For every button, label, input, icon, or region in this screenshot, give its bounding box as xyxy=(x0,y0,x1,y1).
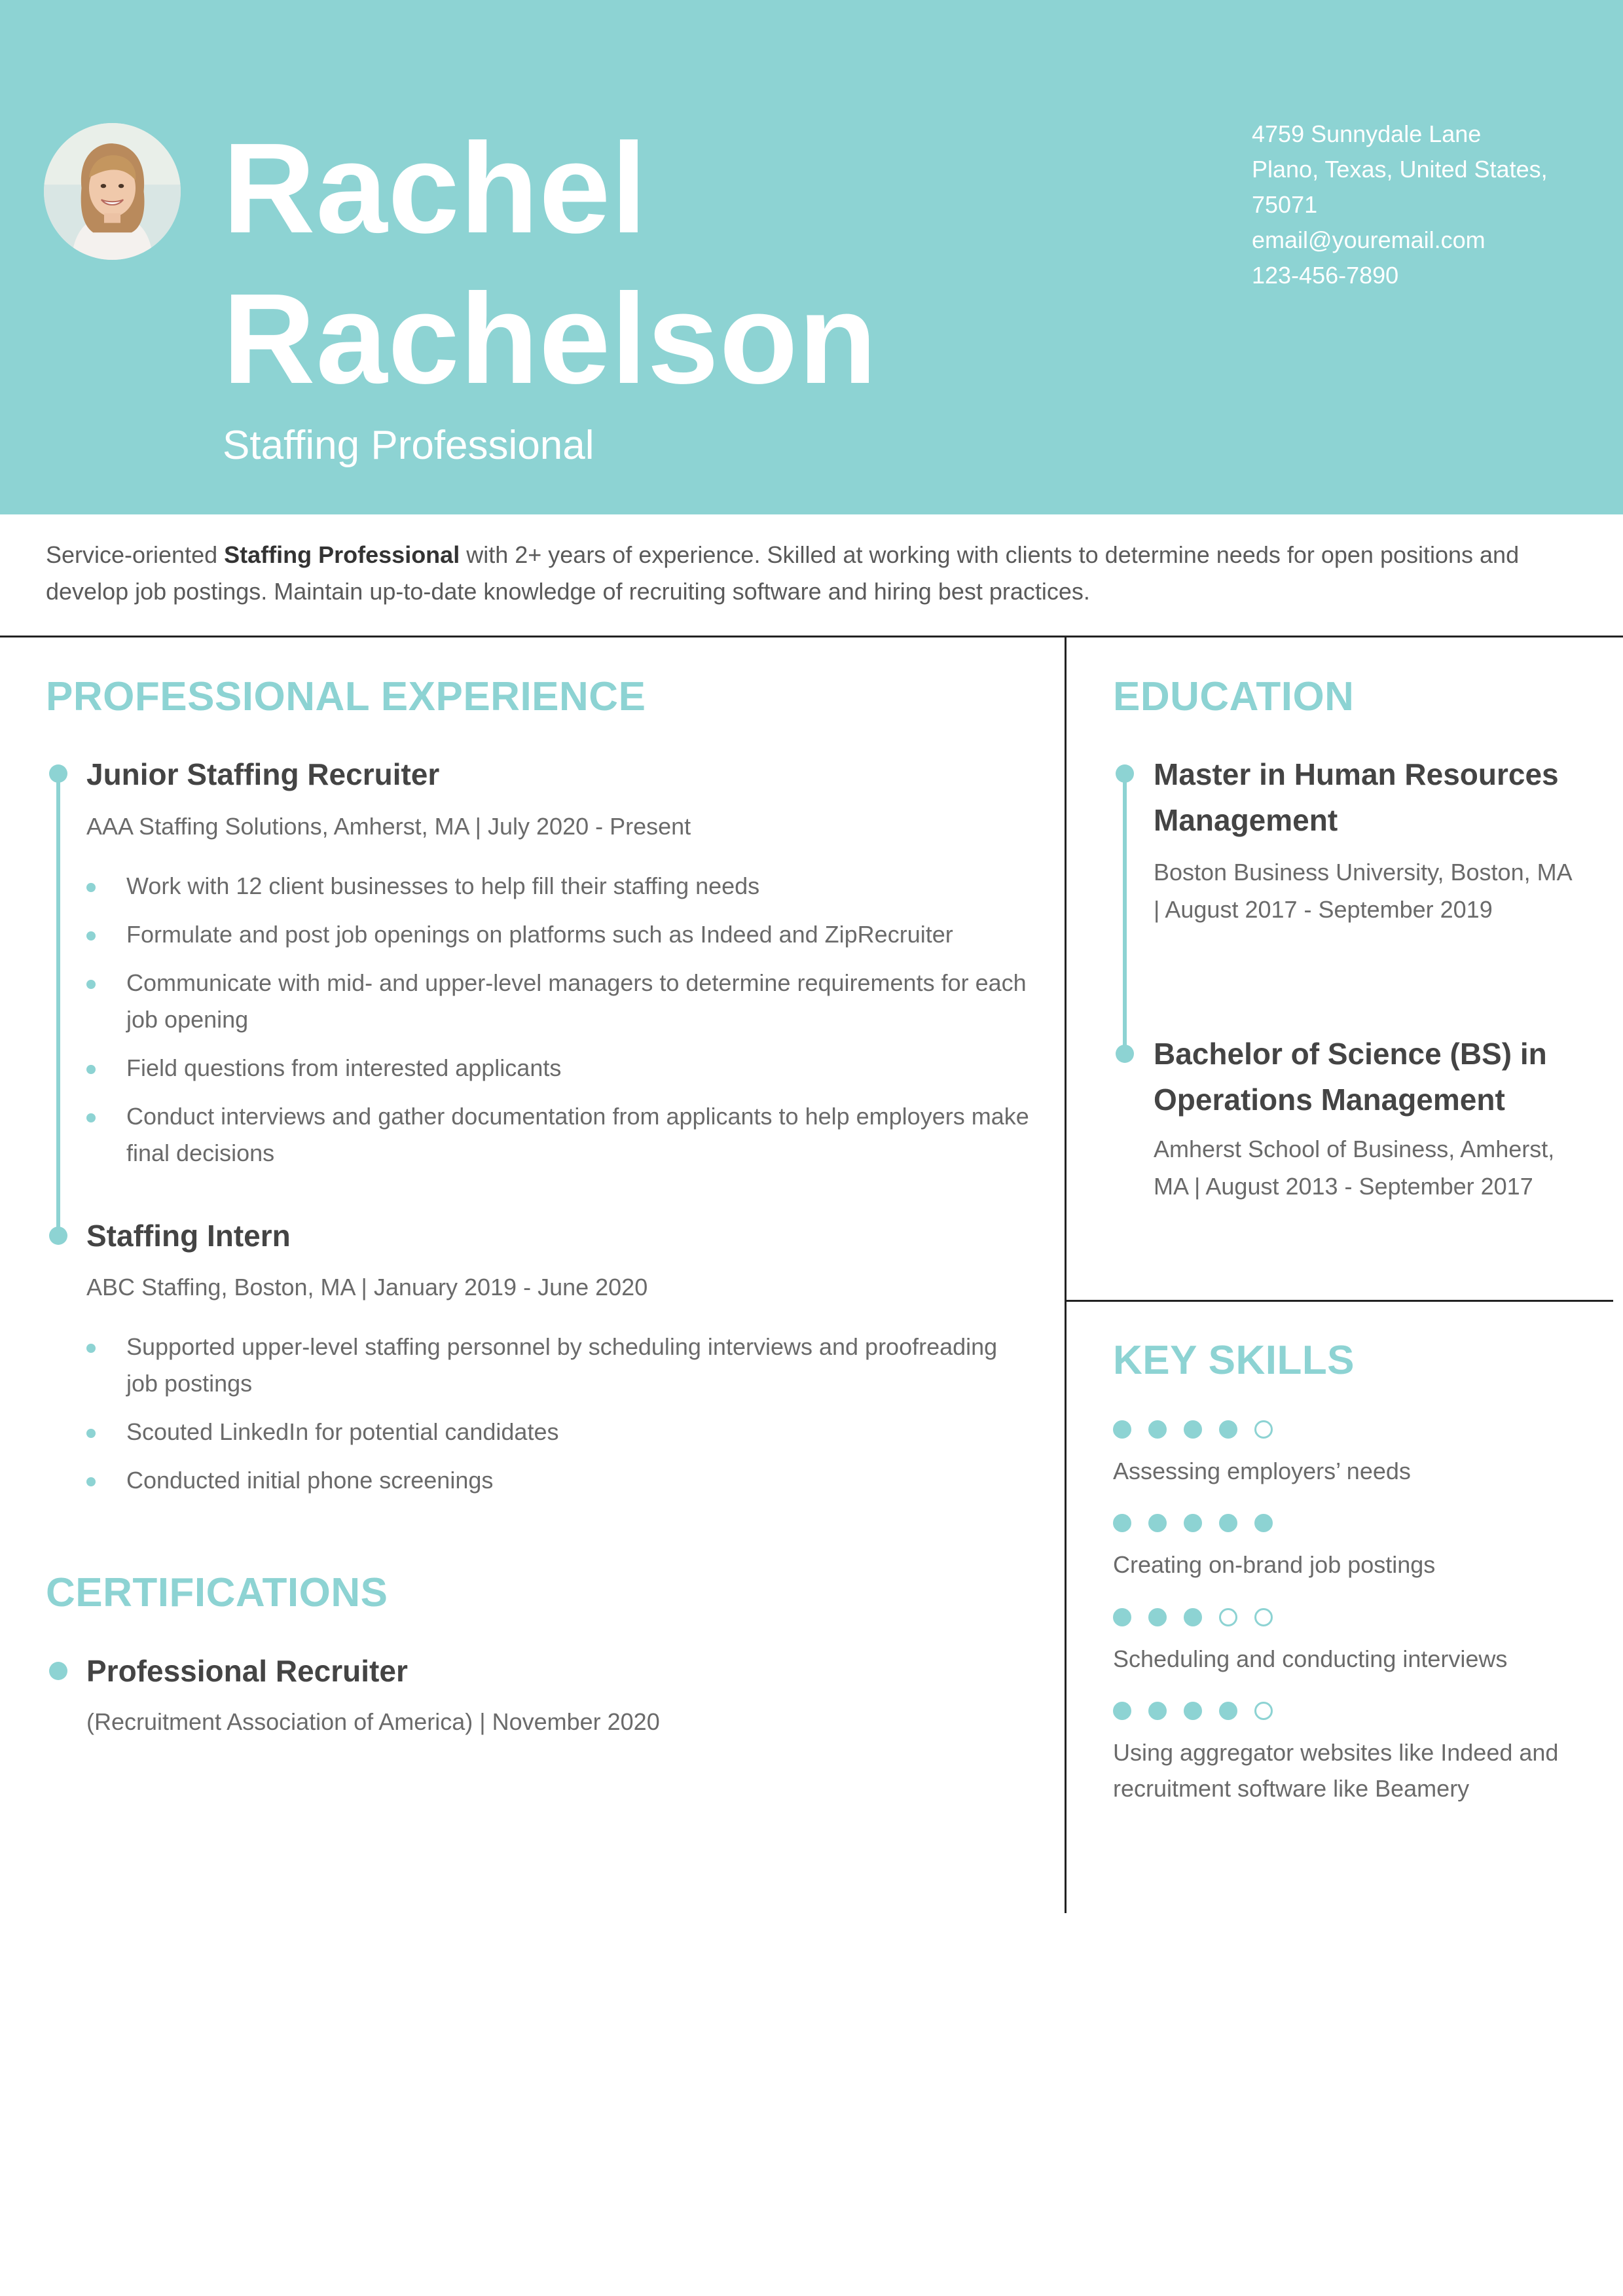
rating-dot-filled-icon xyxy=(1113,1420,1131,1439)
job-bullets-2 xyxy=(86,1329,1029,1511)
rating-dot-filled-icon xyxy=(1219,1702,1237,1720)
profile-summary xyxy=(46,537,1584,610)
profile-photo xyxy=(44,123,181,260)
skill-label-4: Using aggregator websites like Indeed and recruitment software like Beamery xyxy=(1113,1739,1559,1802)
rating-dot-empty-icon xyxy=(1254,1608,1273,1626)
certification-meta: (Recruitment Association of America) | November 2020 xyxy=(86,1708,660,1735)
divider-column xyxy=(1065,636,1067,1913)
rating-dot-filled-icon xyxy=(1148,1420,1167,1439)
list-item: Scouted LinkedIn for potential candidates xyxy=(86,1414,1029,1450)
rating-dot-filled-icon xyxy=(1184,1702,1202,1720)
rating-dot-filled-icon xyxy=(1113,1514,1131,1532)
rating-dot-filled-icon xyxy=(1113,1608,1131,1626)
list-item: Conducted initial phone screenings xyxy=(86,1462,1029,1499)
bullet-dot-icon xyxy=(86,980,96,989)
rating-dot-filled-icon xyxy=(1219,1514,1237,1532)
contact-block xyxy=(1252,117,1592,293)
header-banner xyxy=(0,0,1623,514)
list-item: Supported upper-level staffing personnel by scheduling interviews and proofreading job postings xyxy=(86,1329,1029,1402)
avatar-illustration-icon xyxy=(44,123,181,260)
rating-dot-filled-icon xyxy=(1148,1514,1167,1532)
rating-dot-empty-icon xyxy=(1254,1420,1273,1439)
rating-dot-filled-icon xyxy=(1184,1608,1202,1626)
bullet-dot-icon xyxy=(86,931,96,941)
timeline-dot xyxy=(1116,764,1134,783)
education-degree-2: Bachelor of Science (BS) in Operations Management xyxy=(1154,1037,1547,1117)
rating-dot-empty-icon xyxy=(1219,1608,1237,1626)
summary-prefix: Service-oriented xyxy=(46,541,225,568)
rating-dot-filled-icon xyxy=(1254,1514,1273,1532)
skill-label-1: Assessing employers’ needs xyxy=(1113,1458,1411,1484)
certification-title: Professional Recruiter xyxy=(86,1654,408,1688)
skill-label-3: Scheduling and conducting interviews xyxy=(1113,1645,1508,1672)
skill-label-2: Creating on-brand job postings xyxy=(1113,1551,1436,1578)
job-meta-1: AAA Staffing Solutions, Amherst, MA | July 2020 - Present xyxy=(86,813,691,840)
last-name: Rachelson xyxy=(223,267,878,410)
list-item: Field questions from interested applicants xyxy=(86,1050,1029,1086)
education-timeline xyxy=(1123,774,1127,1054)
list-item: Formulate and post job openings on platforms such as Indeed and ZipRecruiter xyxy=(86,916,1029,953)
education-meta-2: Amherst School of Business, Amherst, MA | August 2013 - September 2017 xyxy=(1154,1136,1555,1200)
rating-dot-empty-icon xyxy=(1254,1702,1273,1720)
divider-right xyxy=(1065,1300,1613,1302)
timeline-dot xyxy=(1116,1045,1134,1063)
bullet-dot-icon xyxy=(86,1429,96,1438)
education-meta-1: Boston Business University, Boston, MA | August 2017 - September 2019 xyxy=(1154,859,1571,923)
first-name: Rachel xyxy=(223,117,647,260)
timeline-dot xyxy=(49,1227,67,1245)
rating-dot-filled-icon xyxy=(1184,1514,1202,1532)
rating-dot-filled-icon xyxy=(1184,1420,1202,1439)
bullet-dot-icon xyxy=(86,1113,96,1122)
address-line-2: Plano, Texas, United States, xyxy=(1252,156,1548,183)
address-zip: 75071 xyxy=(1252,191,1318,218)
education-heading: EDUCATION xyxy=(1113,674,1355,719)
timeline-dot xyxy=(49,1662,67,1680)
certifications-heading: CERTIFICATIONS xyxy=(46,1570,388,1615)
address-line-1: 4759 Sunnydale Lane xyxy=(1252,120,1482,147)
summary-suffix: with 2+ years of experience. Skilled at working with clients to determine needs for open positions and develop job postings. Maintain up-to-date knowledge of recruiting software and hiring best practices. xyxy=(46,541,1520,605)
education-degree-1: Master in Human Resources Management xyxy=(1154,757,1559,837)
job-title: Staffing Professional xyxy=(223,423,594,468)
job-bullets-1 xyxy=(86,868,1029,1183)
bullet-dot-icon xyxy=(86,1065,96,1074)
experience-heading: PROFESSIONAL EXPERIENCE xyxy=(46,674,646,719)
rating-dot-filled-icon xyxy=(1219,1420,1237,1439)
rating-dot-filled-icon xyxy=(1148,1608,1167,1626)
list-item: Conduct interviews and gather documentation from applicants to help employers make final decisions xyxy=(86,1098,1029,1172)
divider-top xyxy=(0,636,1623,637)
bullet-dot-icon xyxy=(86,883,96,892)
timeline-dot xyxy=(49,764,67,783)
job-title-2: Staffing Intern xyxy=(86,1219,291,1253)
phone-number[interactable]: 123-456-7890 xyxy=(1252,262,1399,289)
skills-heading: KEY SKILLS xyxy=(1113,1338,1355,1383)
list-item: Work with 12 client businesses to help fill their staffing needs xyxy=(86,868,1029,905)
email-address[interactable]: email@youremail.com xyxy=(1252,226,1486,253)
bullet-dot-icon xyxy=(86,1477,96,1486)
rating-dot-filled-icon xyxy=(1113,1702,1131,1720)
job-meta-2: ABC Staffing, Boston, MA | January 2019 - June 2020 xyxy=(86,1274,648,1300)
list-item: Communicate with mid- and upper-level managers to determine requirements for each job opening xyxy=(86,965,1029,1038)
summary-highlight: Staffing Professional xyxy=(224,541,460,568)
experience-timeline xyxy=(56,774,60,1236)
job-title-1: Junior Staffing Recruiter xyxy=(86,757,440,791)
bullet-dot-icon xyxy=(86,1344,96,1353)
rating-dot-filled-icon xyxy=(1148,1702,1167,1720)
